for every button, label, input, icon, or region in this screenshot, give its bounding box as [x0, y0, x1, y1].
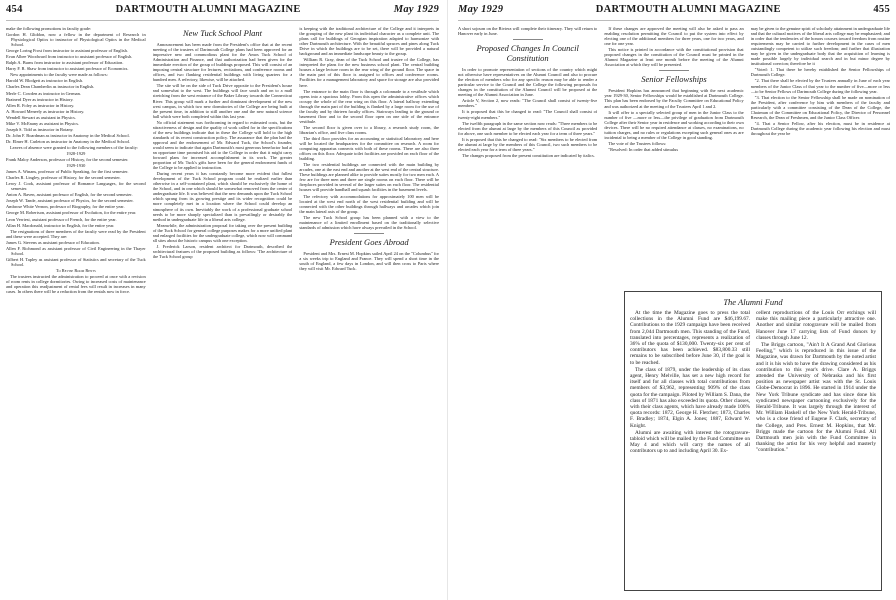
article-title: New Tuck School Plant [182, 28, 263, 38]
paragraph: Anton A. Raven, assistant professor of English, for the second semester. [6, 192, 133, 198]
paragraph: "4. That a Senior Fellow, after his election, must be in residence at Dartmouth College during the academic year following his election and must throughout the year be [750, 120, 890, 136]
paragraph: Dr. Elmer H. Carleton as instructor in Anatomy in the Medical School. [6, 138, 131, 144]
issue-date: May 1929 [393, 4, 439, 15]
paragraph: Dr. John F. Boardman as instructor in Anatomy in the Medical School. [6, 132, 130, 138]
article-title: Senior Fellowships [641, 74, 707, 85]
paragraph: Harry F. R. Shaw from instructor to assistant professor of Economics. [6, 66, 129, 72]
divider [659, 70, 689, 71]
paragraph: Joseph S. Tidd as instructor in Botany. [6, 126, 74, 132]
paragraph: A short sojourn on the Riviera will complete their itinerary. They will return to Hanover early in June. [458, 26, 598, 37]
column-tuck-school [153, 26, 293, 598]
article-title: Proposed Changes In Council Constitution [476, 43, 579, 64]
paragraph: Merle C. Cowden as instructor in German. [6, 90, 81, 96]
paragraph: If these changes are approved the meeting will also be asked to pass an enabling resolution permitting the Council to put the system into effect by electing one of the additional members for three years, one for two years, and one for one year. [604, 26, 744, 47]
paragraph: J. Frederick Larson, resident architect for Dartmouth, described the architectural features of the proposed building as follows: 'The architecture of the Tuck School group [152, 243, 293, 259]
paragraph: Harold W. Blodgett as instructor in English. [6, 78, 84, 84]
paragraph: Allan H. Macdonald, instructor in English, for the entire year. [6, 222, 115, 228]
paragraph: Meanwhile, the administration proposal for taking over the present building of the Tuck School for general college purposes makes for a more unified plant and enlarged facilities for the undergraduate college, which now will command all sites about the historic campus with one exception. [152, 222, 293, 243]
alumni-fund-box [624, 291, 882, 591]
paragraph: Leon Verriest, assistant professor of French, for the entire year. [6, 216, 117, 222]
paragraph: Mike V. McEnany as assistant in Physics. [6, 120, 80, 126]
paragraph: "Voted: 1. That there be hereby established the Senior Fellowships of Dartmouth College. [750, 67, 890, 78]
paragraph: Alumni are awaiting with interest the rotogravure-tabloid which will be mailed by the Fund Committee on May 4 and which will carry the names of all contributors up to and including April 30. Ex- [630, 429, 750, 455]
paragraph: Announcement has been made from the President's office that at the recent meeting of the trustees of Dartmouth College plans had been approved for an impressive new and commodious plant for the Amos Tuck School of Administration and Finance, and that authorization had been given for the immediate erection of the group of buildings proposed. This will consist of an imposing central structure for lectures, recitations, and conference rooms and offices, and two flanking residential buildings with living quarters for a hundred men. A refectory, likewise, will be attached. [152, 42, 293, 83]
issue-date: May 1929 [458, 4, 504, 15]
page-number: 455 [873, 4, 890, 15]
year-heading: 1928-1929 [66, 150, 86, 156]
paragraph: Joseph W. Tande, assistant professor of Physics, for the second semester. [6, 198, 134, 204]
paragraph: The twelfth paragraph in the same section now reads: "Three members to be elected from the alumni at large by the members of this Council as provided for above, one such member to be elected each year for a term of three years." [458, 120, 598, 136]
paragraph: The third floor provides for an accounting or statistical laboratory and here will be located the headquarters for the committee on research. A room for computing apparatus connects with both of these rooms. There are also three offices on this floor. Adequate toilet facilities are provided on each floor of the building. [299, 135, 440, 162]
right-page [448, 0, 896, 600]
paragraph: Brainerd Dyer as instructor in History. [6, 96, 74, 102]
divider [513, 39, 543, 40]
paragraph: is keeping with the traditional architecture of the College and it interprets in the grouping of the new plant its individual character as a complete unit. The plans call for buildings of Georgian inspiration adapted to harmonize with other Dartmouth architecture. With the beautiful spruces and pines along Tuck Drive in which the buildings are to be set, there will be provided a natural background and an immediate landscape beauty to the group. [299, 26, 440, 57]
paragraph: "Resolved: In order that added stimulus [608, 146, 679, 152]
box-column-left [630, 310, 750, 456]
paragraph: Frank Maloy Anderson, professor of History, for the second semester. [6, 157, 129, 163]
paragraph: Article V, Section 2, now reads: "The Council shall consist of twenty-five members." [458, 98, 598, 109]
paragraph: At the time the Magazine goes to press the total collections in the Alumni Fund are $46,199.67. Contributions to the 1929 campaign have been received from 2,044 Dartmouth men. This standing of the Fund, translated into percentages, represents a realization of 36% of the quota of $130,000. Twenty-six per cent of contributors has been achieved. $83,800.33 still remains to be subscribed before June 30, if the goal is to be reached. [630, 310, 750, 366]
paragraph: Allen R. Foley as instructor in History. [6, 102, 75, 108]
paragraph: It will offer to a specially selected group of men in the Junior Class to the number of five —more or less—the privilege of graduation from Dartmouth College after their Senior year in residence and working according to their own devices. There will be no required attendance at classes, no examinations, no tuition charges, and no rules or regulations excepting such general ones as are incidental to being a member of the College in good standing. [604, 109, 744, 140]
paragraph: During recent years it has constantly become more evident that fullest development of the Tuck School program could be realized earlier than otherwise in a self-contained plant, which should be exclusively the home of the School, and in one which should be somewhat removed from the center of undergraduate life. It was believed that the new demands upon the Tuck School which sprang from its growing prestige and its wider recognition could be more completely met in a location where the School could develop an atmosphere of its own. Inevitably the work of a professional graduate school needs to be more sharply specialized than is prevailingly or desirably the method in undergraduate life in a liberal arts college. [152, 171, 293, 222]
running-header [6, 4, 439, 21]
paragraph: Gordon H. Gliddon, now a fellow in the department of Research in Physiological Optics to instructor of Physiological Optics in the Medical School. [6, 32, 146, 48]
column-faculty-changes [6, 26, 146, 598]
column-tuck-continued [299, 26, 439, 598]
paragraph: may be given to the genuine spirit of scholarly attainment in undergraduate life and that the cultural motives of the liberal arts college may be emphasized; and in order that the tendencies of the honors courses toward freedom from routine requirements may be carried to further development in the cases of men outstandingly competent to utilize such freedom; and further that illustration may be given in the undergraduate body that the acquisition of learning is made possible largely by individual search and in but minor degree by institutional coercion; therefore be it [750, 26, 890, 67]
paragraph: The trustees instructed the administration to proceed at once with a revision of room rents in college dormitories. Owing to increased costs of maintenance and operation this readjustment of rental fees will result in increases in many cases. In others there will be a reduction from the rentals now in force. [6, 273, 146, 295]
paragraph: Charles Dean Chamberlin as instructor in English. [6, 84, 95, 90]
paragraph: Evan Albee Woodward from instructor to assistant professor of English. [6, 54, 133, 60]
column-council-constitution [458, 26, 597, 598]
paragraph: The new Tuck School group has been planned with a view to the maintenance of a limited enrollment based on the traditionally selective standards of admission which have always prevailed in the School. [299, 214, 440, 230]
paragraph: It is proposed that this be changed to read: "Six members to be elected from the alumni at large by the members of this Council, two such members to be elected each year for a term of three years." [458, 136, 598, 152]
paragraph: George Loring Frost from instructor to assistant professor of English. [6, 48, 128, 54]
section-subheading: To Revise Room Rents [55, 267, 96, 273]
paragraph: President Hopkins has announced that beginning with the next academic year 1929-30, Senior Fellowships would be established at Dartmouth College. This plan has been endorsed by the Faculty Committee on Educational Policy and was authorized at the meeting of the Trustees April 1 and 2. [604, 88, 744, 109]
paragraph: "3. That election to the Senior Fellowship shall be made on nomination of the President, after conference by him with members of the faculty and particularly with a committee consisting of the Dean of the College, the Chairman of the Committee on Educational Policy, the Director of Personnel Research, the Dean of Freshmen, and the Junior Class Officer. [750, 94, 890, 120]
paragraph: William R. Gray, dean of the Tuck School and trustee of the College, has interpreted the plans for the new business school plant. The central building houses a large lecture room in the rear wing of the ground floor. The space in the main part of this floor is assigned to offices and conference rooms. Facilities for a management laboratory and space for storage are also provided here. [299, 57, 440, 88]
paragraph: The vote of the Trustees follows: [608, 140, 667, 146]
paragraph: In order to promote representation of sections of the country which might not otherwise have representatives on the Alumni Council and also to procure the election of members who for any specific reason may be able to render a particular service to the Council and the College the following proposals for changes in the constitution of the Alumni Council will be proposed at the meeting of the Alumni Association in June. [458, 67, 598, 98]
paragraph: New appointments to the faculty were made as follows: [10, 72, 108, 78]
paragraph: No official statement was forthcoming in regard to estimated costs, but the attractiveness of design and the quality of work called for in the specifications of the new buildings indicate that in these the College will hold to the high standards of its recent construction policy. The assurance that the plan had the approval and the endorsement of Mr. Edward Tuck, the School's founder, would seem to indicate that again Dartmouth's most generous benefactor had at an opportune time promised his aid to the College in order that it might carry forward plans for increased accomplishment in its work. The greater proportion of Mr. Tuck's gifts have been for the general endowment funds of the College to be applied to instruction. [152, 119, 293, 171]
divider [354, 233, 384, 234]
paragraph: Charles R. Lingley, professor of History, for the second semester. [6, 175, 121, 181]
paragraph: The refectory with accommodations for approximately 100 men will be located at the west end north of the west residential building and will be connected with the other buildings through hallways and arcades which join the main lateral axis of the group. [299, 193, 440, 214]
paragraph: Wendell Stewart as assistant in Physics. [6, 114, 76, 120]
paragraph: Gilbert H. Tapley as assistant professor of Statistics and secretary of the Tuck School. [6, 256, 146, 267]
paragraph: The Briggs cartoon, "Ain't It A Grand And Glorious Feeling," which is reproduced in this issue of the Magazine, was drawn for Dartmouth by the noted artist and it is his wish to have the drawing considered as his contribution to this year's drive. Clare A. Briggs attended the University of Nebraska and his first position as newspaper artist was with the St. Louis Globe-Democrat in 1896. He started in 1914 under the New York Tribune syndicate and has since done his syndicated newspaper cartooning exclusively for the Herald-Tribune. It was largely through the interest of Mr. William Haskell of the New York Herald-Tribune, who is a close friend of Eugene F. Clark, secretary of the College, and Pres. Ernest M. Hopkins, that Mr. Briggs made the cartoon for the Alumni Fund. All Dartmouth men join with the Fund Committee in thanking the artist for his very helpful and masterly "contribution." [756, 342, 876, 454]
paragraph: The changes proposed from the present constitution are indicated by italics. [462, 152, 595, 158]
paragraph: James G. Stevens as assistant professor of Education. [6, 239, 100, 245]
paragraph: The entrance to the main floor is through a colonnade to a vestibule which opens into a spacious lobby. From this open the administrative offices which occupy the whole of the rear wing on this floor. A lateral hallway extending through the main part of the building is flanked by a large room for the use of the faculty and by thirteen faculty offices. Stairways leading to the ground or basement floor and to the second floor open on one side of the entrance vestibule. [299, 88, 440, 124]
paragraph: Leroy J. Cook, assistant professor of Romance Languages, for the second semester. [6, 181, 146, 192]
running-title: DARTMOUTH ALUMNI MAGAZINE [115, 4, 301, 15]
paragraph: The second floor is given over to a library, a research study room, the librarian's office, and five class rooms. [299, 124, 440, 135]
paragraph: Ralph A. Burns from instructor to assistant professor of Education. [6, 60, 124, 66]
running-header [458, 4, 890, 21]
running-title: DARTMOUTH ALUMNI MAGAZINE [595, 4, 781, 15]
paragraph: A. Howard Meneely as instructor in History. [6, 108, 85, 114]
year-heading: 1929-1930 [66, 163, 86, 169]
paragraph: The two residential buildings are connected with the main building by arcades, one at the east end and another at the west end of the central structure. These buildings are planned alike to provide suites mostly for two men each. A few are for three men and three are single rooms on each floor. There will be fireplaces provided in several of the larger suites on each floor. The residential houses will provide handball and squash facilities in the basement levels. [299, 162, 440, 193]
box-title: The Alumni Fund [723, 297, 783, 307]
paragraph: Allen F. Richmond as assistant professor of Civil Engineering in the Thayer School. [6, 245, 146, 256]
page-number: 454 [6, 4, 23, 15]
paragraph: cellent reproductions of the Louis Orr etchings will make this mailing piece a particularly attractive one. Another and similar rotogravure will be mailed from Hanover June 17 carrying lists of Fund donors by classes through June 12. [756, 310, 876, 341]
paragraph: "2. That there shall be elected by the Trustees annually in June of each year members of the Junior Class of that year to the number of five—more or less—to be Senior Fellows of Dartmouth College during the following year. [750, 78, 890, 94]
article-title: President Goes Abroad [329, 236, 409, 247]
paragraph: George M. Robertson, assistant professor of Evolution, for the entire year. [6, 210, 137, 216]
paragraph: It is proposed that this be changed to read: "The Council shall consist of twenty-eight members." [458, 109, 598, 120]
paragraph: Leaves of absence were granted to the following members of the faculty: [10, 144, 139, 150]
paragraph: This notice is printed in accordance with the constitutional provision that proposed changes in the constitution of the Council must be printed in the Alumni Magazine at least one month before the meeting of the Alumni Association at which they will be presented. [604, 47, 744, 68]
paragraph: Ambrose White Vernon, professor of Biography, for the entire year. [6, 204, 125, 210]
box-column-right [756, 310, 876, 456]
paragraph: make the following promotions in faculty grade: [6, 26, 92, 31]
paragraph: President and Mrs. Ernest M. Hopkins sailed April 24 on the "Columbus" for a six weeks trip to England and France. They will spend a short time in the south of England, a few days in London, and will then cross to Paris where they will visit Mr. Edward Tuck. [299, 250, 440, 271]
paragraph: The resignations of three members of the faculty were read by the President and these were accepted. They are: [6, 228, 146, 239]
paragraph: The class of 1879, under the leadership of its class agent, Henry Melville, has set a new high record for itself and for all classes with total contributions from members of $3,962, representing 909% of the class quota for the campaign. Piloted by William S. Dana, the class of 1871 has also exceeded its quota. Other classes, with their class agents, which have already made 100% quota records: 1872, George H. Fletcher; 1873, Charles F. Bradley; 1874, Elgin A. Jones; 1887, Edward W. Knight. [630, 366, 750, 429]
paragraph: James A. Winans, professor of Public Speaking, for the first semester. [6, 169, 129, 175]
paragraph: The site will be on the side of Tuck Drive opposite to the President's house and somewhat to the west. The buildings will face south and on to a mall stretching from the west entrance of the Baker Library towards the Connecticut River. This group will mark a further and dominant development of the new west campus, in which two new dormitories of the College are being built at the present time, in addition to still another one and the new natural science hall which were both completed within this last year. [152, 83, 293, 119]
